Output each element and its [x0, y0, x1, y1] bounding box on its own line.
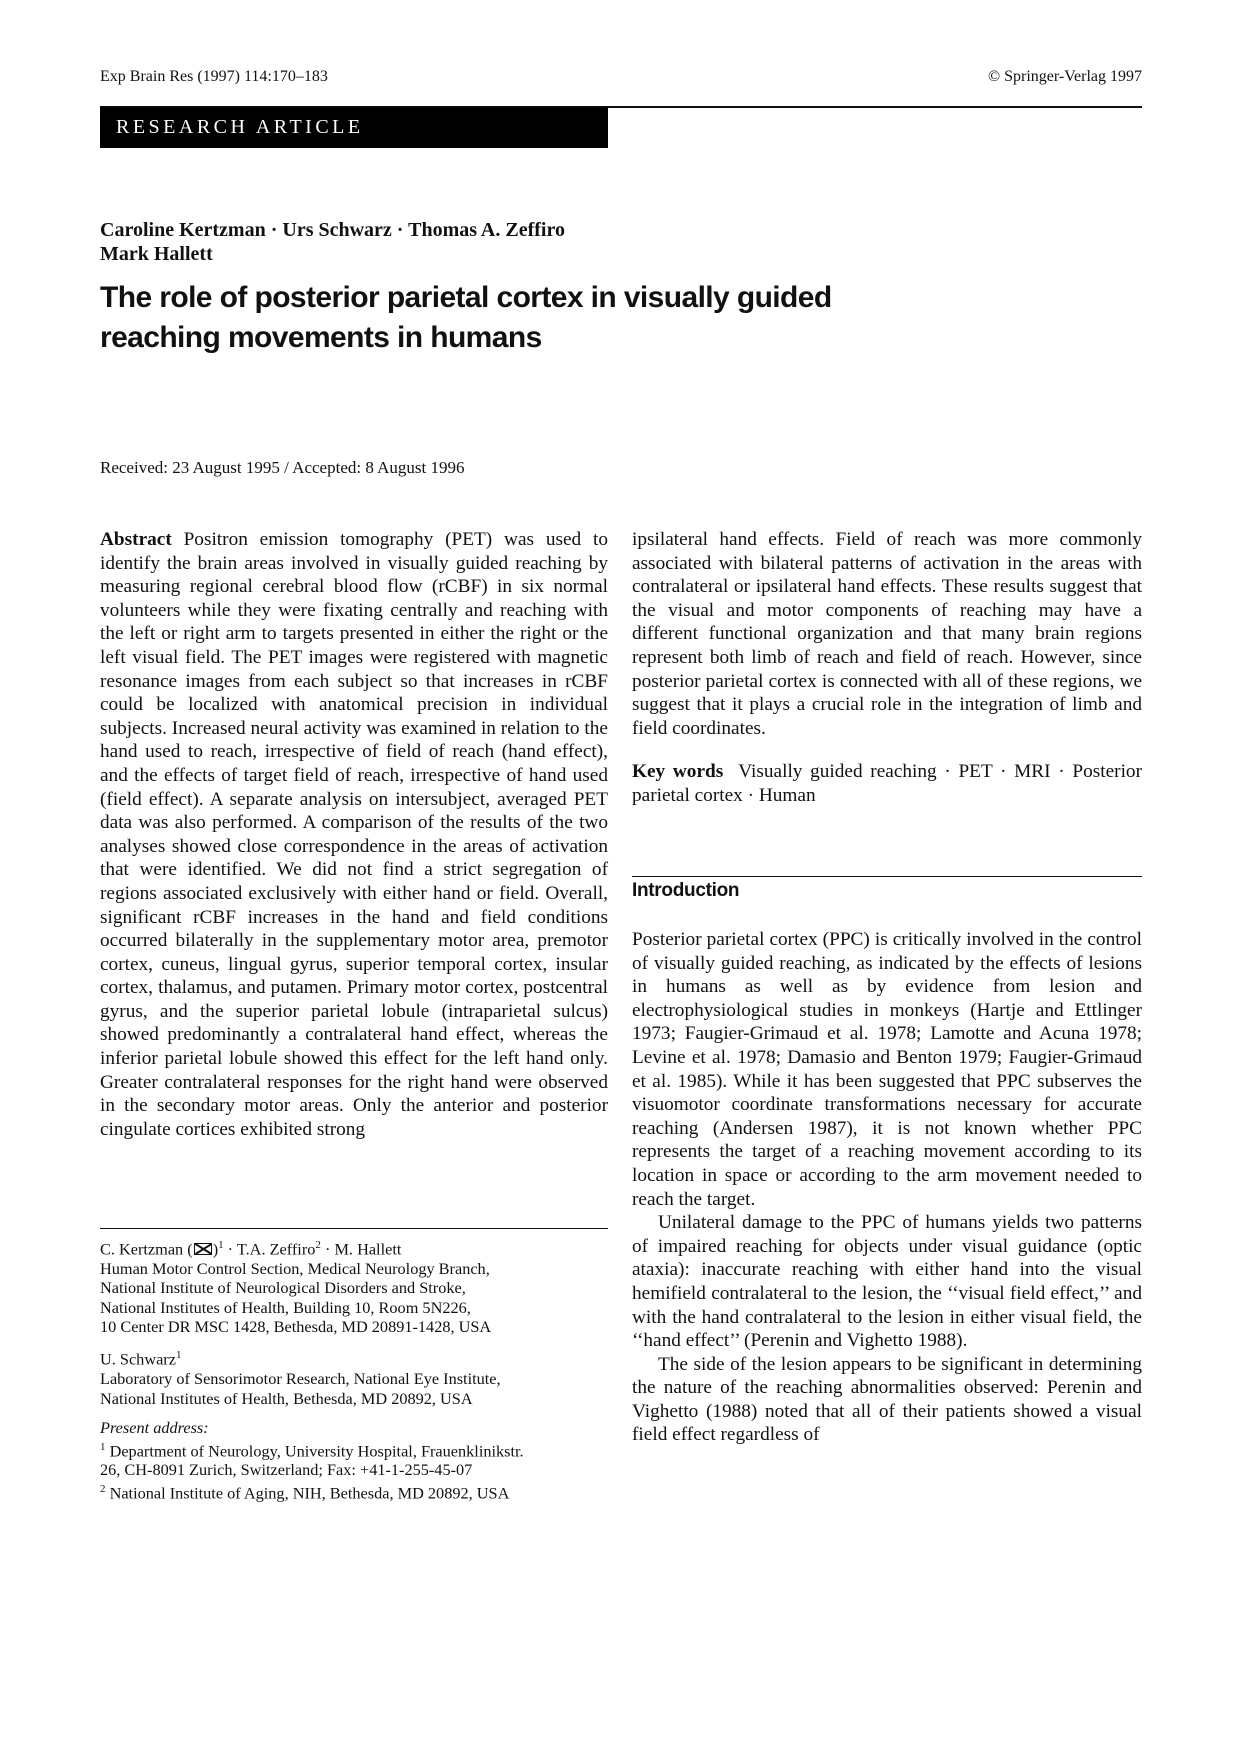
author-line-1: Caroline Kertzman · Urs Schwarz · Thomas A. Zeffiro [100, 219, 565, 241]
received-dates: Received: 23 August 1995 / Accepted: 8 August 1996 [100, 458, 465, 477]
intro-paragraph-3: The side of the lesion appears to be significant in determining the nature of the reaching abnormalities observed: Perenin and Vighetto (1988) noted that all of their patients showed a visual field effect regardless of [632, 1353, 1142, 1446]
introduction-body [632, 928, 1142, 1447]
author-list [100, 218, 740, 266]
article-title [100, 278, 1000, 358]
abstract-text-left: Positron emission tomography (PET) was used to identify the brain areas involved in visually guided reaching by measuring regional cerebral blood flow (rCBF) in six normal volunteers while they were fixating centrally and reaching with the left or right arm to targets presented in either the right or the left visual field. The PET images were registered with magnetic resonance images from each subject so that increases in rCBF could be localized with anatomical precision in individual subjects. Increased neural activity was examined in relation to the hand used to reach, irrespective of field of reach (hand effect), and the effects of target field of reach, irrespective of hand used (field effect). A separate analysis on intersubject, averaged PET data was also performed. A comparison of the results of the two analyses showed close correspondence in the areas of activation that were identified. We did not find a strict segregation of regions associated exclusively with either hand or field. Overall, significant rCBF increases in the hand and field conditions occurred bilaterally in the supplementary motor area, premotor cortex, cuneus, lingual gyrus, superior temporal cortex, insular cortex, thalamus, and putamen. Primary motor cortex, postcentral gyrus, and the superior parietal lobule (intraparietal sulcus) showed predominantly a contralateral hand effect, whereas the inferior parietal lobule showed this effect for the left hand only. Greater contralateral responses for the right hand were observed in the secondary motor areas. Only the anterior and posterior cingulate cortices exhibited strong [100, 529, 608, 1140]
intro-paragraph-1: Posterior parietal cortex (PPC) is critically involved in the control of visually guided reaching, as indicated by the effects of lesions in humans as well as by evidence from lesion and electrophysiological studies in monkeys (Hartje and Ettlinger 1973; Faugier-Grimaud et al. 1978; Lamotte and Acuna 1978; Levine et al. 1978; Damasio and Benton 1979; Faugier-Grimaud et al. 1985). While it has been suggested that PPC subserves the visuomotor coordinate transformations necessary for accurate reaching (Andersen 1987), it is not known whether PPC represents the target of a reaching movement according to its location in space or according to the arm movement needed to reach the target. [632, 929, 1142, 1210]
affiliation-line: 10 Center DR MSC 1428, Bethesda, MD 20891-1428, USA [100, 1317, 492, 1337]
affiliation-1-name-2: · T.A. Zeffiro [223, 1239, 316, 1259]
copyright-notice: © Springer-Verlag 1997 [987, 68, 1142, 85]
mail-icon[interactable] [194, 1243, 212, 1255]
affiliation-2-name: U. Schwarz [100, 1349, 176, 1369]
present-address-1: Department of Neurology, University Hospital, Frauenklinikstr. [105, 1440, 524, 1460]
abstract-right-column [632, 528, 1142, 808]
abstract-paragraph [100, 528, 608, 1141]
keywords-heading: Key words [632, 761, 724, 783]
affiliation-2 [100, 1346, 608, 1408]
title-line-1: The role of posterior parietal cortex in visually guided [100, 281, 832, 314]
journal-citation: Exp Brain Res (1997) 114:170–183 [100, 68, 328, 85]
keywords-text: Visually guided reaching · PET · MRI · Posterior parietal cortex · Human [632, 761, 1142, 806]
affiliation-1-name-3: · M. Hallett [320, 1239, 402, 1259]
affiliation-line: National Institutes of Health, Bethesda, MD 20892, USA [100, 1388, 473, 1408]
present-address-1-cont: 26, CH-8091 Zurich, Switzerland; Fax: +41-1-255-45-07 [100, 1460, 473, 1480]
affiliation-1 [100, 1236, 608, 1336]
article-type-text: RESEARCH ARTICLE [116, 116, 364, 138]
affiliation-sup: 1 [100, 1440, 106, 1453]
affiliation-rule [100, 1228, 608, 1229]
keywords [632, 760, 1142, 807]
intro-paragraph-2: Unilateral damage to the PPC of humans yields two patterns of impaired reaching for objects under visual guidance (optic ataxia): inaccurate reaching with either hand into the visual hemifield contralateral to the lesion, the ‘‘visual field effect,’’ and with the hand contralateral to the lesion in either visual field, the ‘‘hand effect’’ (Perenin and Vighetto 1988). [632, 1212, 1142, 1352]
affiliations [100, 1236, 608, 1513]
affiliation-line: National Institute of Neurological Disorders and Stroke, [100, 1278, 466, 1298]
abstract-heading: Abstract [100, 529, 172, 550]
abstract-left-column [100, 528, 608, 1141]
affiliation-1-paren: ) [212, 1239, 219, 1259]
author-line-2: Mark Hallett [100, 243, 213, 265]
affiliation-line: Human Motor Control Section, Medical Neurology Branch, [100, 1258, 490, 1278]
title-line-2: reaching movements in humans [100, 321, 542, 354]
affiliation-sup: 2 [100, 1482, 106, 1495]
affiliation-1-name: C. Kertzman ( [100, 1239, 193, 1259]
introduction-heading: Introduction [632, 880, 740, 901]
affiliation-sup: 1 [218, 1239, 224, 1251]
present-address [100, 1418, 608, 1502]
present-address-label: Present address: [100, 1418, 209, 1438]
affiliation-line: National Institutes of Health, Building 10, Room 5N226, [100, 1297, 471, 1317]
affiliation-sup: 2 [315, 1239, 321, 1251]
affiliation-sup: 1 [175, 1349, 182, 1362]
affiliation-line: Laboratory of Sensorimotor Research, National Eye Institute, [100, 1369, 501, 1389]
section-rule [632, 876, 1142, 877]
present-address-2: National Institute of Aging, NIH, Bethesda, MD 20892, USA [105, 1483, 510, 1503]
article-type-label [100, 107, 608, 148]
abstract-text-right: ipsilateral hand effects. Field of reach was more commonly associated with bilateral patterns of activation in the areas with contralateral or ipsilateral hand effects. These results suggest that the visual and motor components of reaching may have a different functional organization and that many brain regions represent both limb of reach and field of reach. However, since posterior parietal cortex is connected with all of these regions, we suggest that it plays a crucial role in the integration of limb and field coordinates. [632, 529, 1142, 739]
